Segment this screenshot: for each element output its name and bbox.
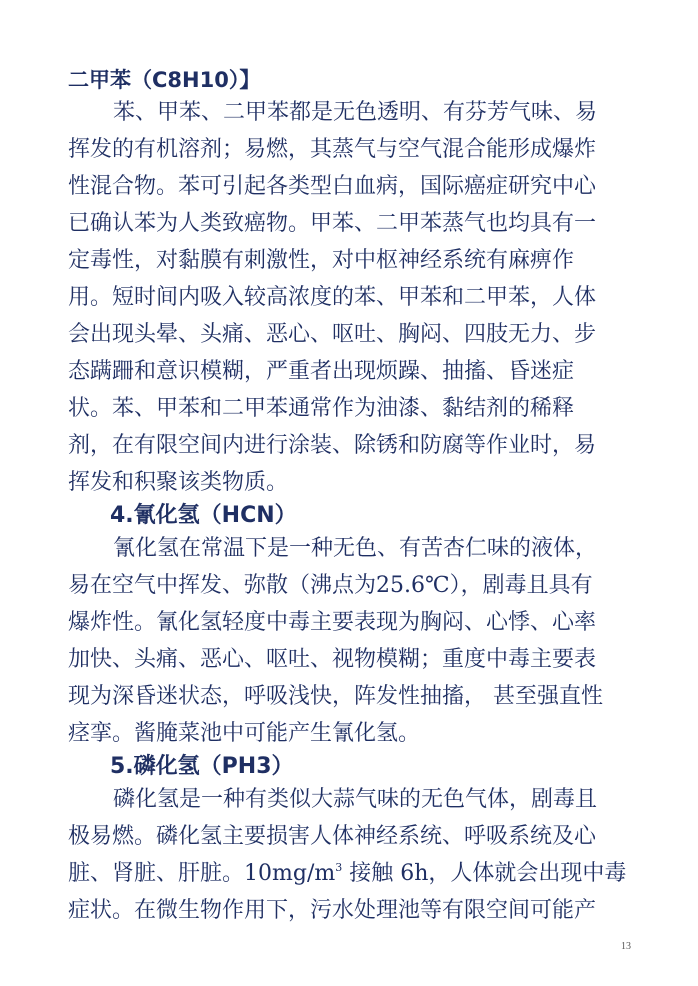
body-text-line: 现为深昏迷状态，呼吸浅快，阵发性抽搐， 甚至强直性 xyxy=(68,684,603,709)
body-text-line: 磷化氢是一种有类似大蒜气味的无色气体，剧毒且 xyxy=(113,787,598,812)
body-text-line: 状。苯、甲苯和二甲苯通常作为油漆、黏结剂的稀释 xyxy=(68,396,575,421)
body-text-line: 易在空气中挥发、弥散（沸点为25.6℃），剧毒且具有 xyxy=(68,573,593,598)
body-text-segment: 脏、肾脏、肝脏。 xyxy=(68,861,245,886)
body-text-line: 剂，在有限空间内进行涂装、除锈和防腐等作业时，易 xyxy=(68,433,597,458)
cubic-superscript: 3 xyxy=(335,861,343,874)
body-text-line: 加快、头痛、恶心、呕吐、视物模糊；重度中毒主要表 xyxy=(68,647,597,672)
body-text-line: 症状。在微生物作用下，污水处理池等有限空间可能产 xyxy=(68,898,597,923)
section-heading-hcn: 4.氰化氢（HCN） xyxy=(110,503,297,528)
section-heading-xylene: 二甲苯（C8H10）】 xyxy=(68,68,261,92)
page-number: 13 xyxy=(621,941,631,952)
body-text-line xyxy=(68,858,626,890)
body-text-line: 极易燃。磷化氢主要损害人体神经系统、呼吸系统及心 xyxy=(68,824,597,849)
body-text-line: 会出现头晕、头痛、恶心、呕吐、胸闷、四肢无力、步 xyxy=(68,322,597,347)
body-text-line: 已确认苯为人类致癌物。甲苯、二甲苯蒸气也均具有一 xyxy=(68,211,597,236)
body-text-segment: 接触 6h，人体就会出现中毒 xyxy=(342,861,627,886)
body-text-line: 挥发和积聚该类物质。 xyxy=(68,470,289,495)
body-text-line: 氰化氢在常温下是一种无色、有苦杏仁味的液体， xyxy=(113,536,598,561)
body-text-line: 定毒性，对黏膜有刺激性，对中枢神经系统有麻痹作 xyxy=(68,248,575,273)
body-text-line: 用。短时间内吸入较高浓度的苯、甲苯和二甲苯，人体 xyxy=(68,285,597,310)
body-text-line: 痉挛。酱腌菜池中可能产生氰化氢。 xyxy=(68,721,421,746)
body-text-line: 爆炸性。氰化氢轻度中毒主要表现为胸闷、心悸、心率 xyxy=(68,610,597,635)
body-text-line: 苯、甲苯、二甲苯都是无色透明、有芬芳气味、易 xyxy=(113,100,598,125)
body-text-line: 挥发的有机溶剂；易燃，其蒸气与空气混合能形成爆炸 xyxy=(68,137,597,162)
concentration-value: 10mg/m xyxy=(244,861,336,886)
section-heading-ph3: 5.磷化氢（PH3） xyxy=(110,754,294,779)
body-text-line: 性混合物。苯可引起各类型白血病，国际癌症研究中心 xyxy=(68,174,597,199)
body-text-line: 态蹒跚和意识模糊，严重者出现烦躁、抽搐、昏迷症 xyxy=(68,359,575,384)
